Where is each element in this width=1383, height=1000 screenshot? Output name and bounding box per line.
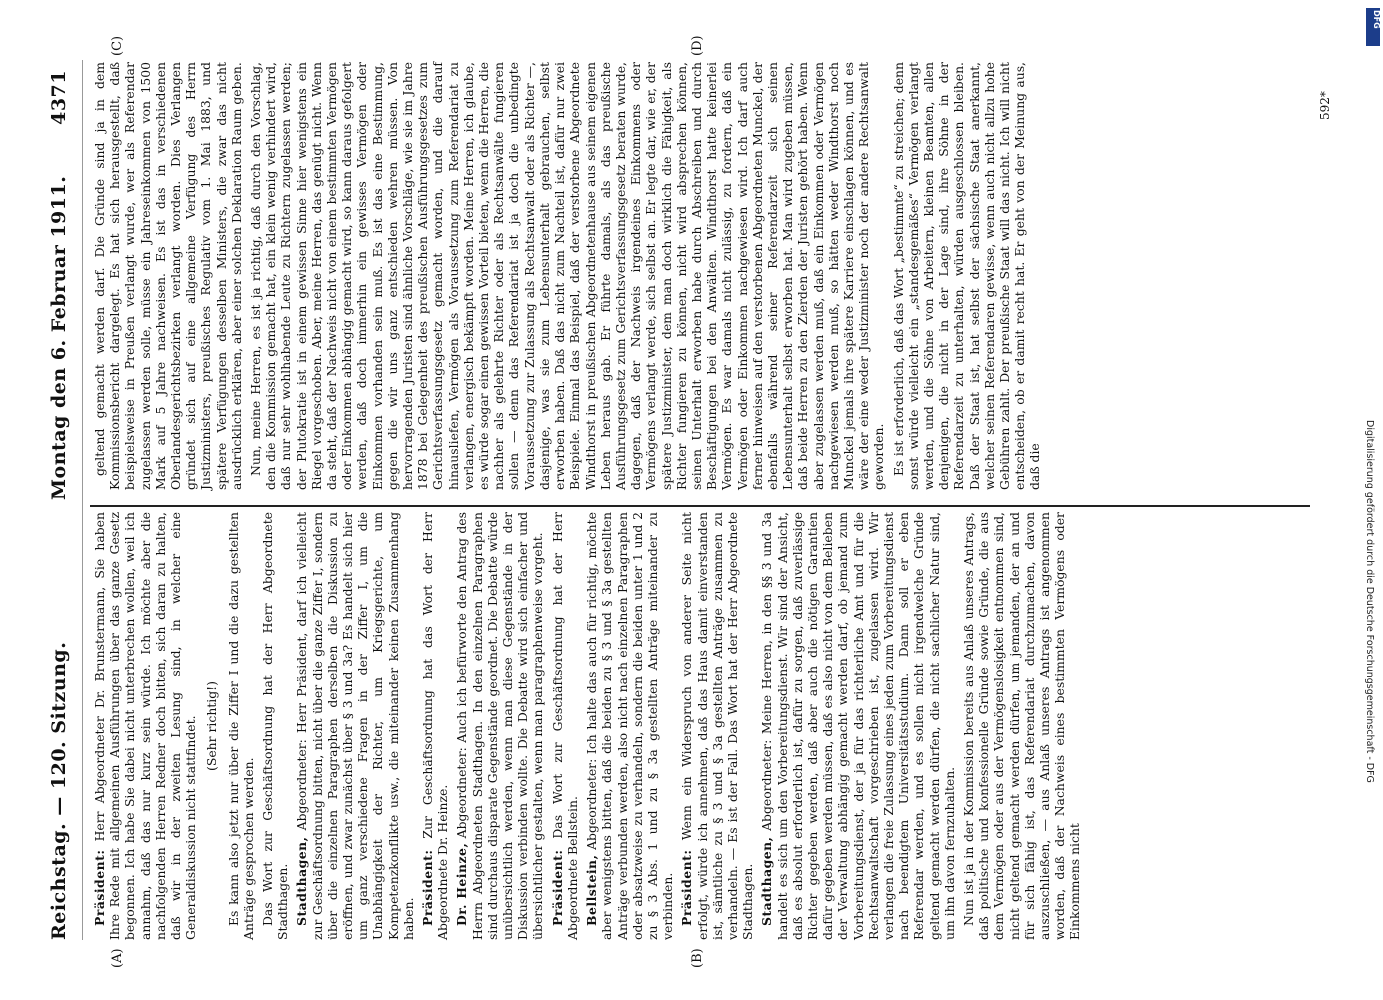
right-column [92,62,1047,490]
margin-mark-c: (C) [110,35,125,56]
paragraph-text: Das Wort zur Geschäftsordnung hat der Herr Abgeordnete Stadthagen. [260,512,291,940]
paragraph [961,512,1083,940]
speaker-name: Präsident: [679,849,695,926]
paragraph-text: Abgeordneter: Meine Herren, in den §§ 3 und 3a handelt es sich um den Vorbereitungsdienst. Wir sind der Ansicht, daß es absolut erforderlich ist, dafür zu sorgen, daß zuverlässige Richter gegeben werden, daß aber auch die nötigen Garantien dafür gegeben werden müssen, daß es also nicht von dem Belieben der Verwaltung abhängig gemacht werden darf, ob jemand zum Vorbereitungsdienst, der ja für das richterliche Amt und für die Rechtsanwaltschaft vorgeschrieben ist, zugelassen wird. Wir verlangen die freie Zulassung eines jeden zum Vorbereitungsdienst nach beendigtem Universitätsstudium. Dann soll er eben Referendar werden, und es sollen nicht irgendwelche Gründe geltend gemacht werden dürfen, die nicht sachlicher Natur sind, um ihn davon fernzuhalten. [759,512,957,940]
speaker-name: Präsident: [92,849,107,926]
margin-mark-a: (A) [110,948,125,968]
page-header [48,70,78,940]
speaker-name: Präsident: [549,849,565,926]
footer-page-mark: 592* [1318,91,1332,120]
speaker-name: Stadthagen, [759,836,775,926]
paragraph-text: Abgeordneter: Auch ich befürworte den Antrag des Herrn Abgeordneten Stadthagen. In den einzelnen Paragraphen sind durchaus disparate Gegenstände geordnet. Die Debatte würde unübersichtlich werden, wenn man diese Gegenstände in der Diskussion verbinden wollte. Die Debatte wird sich einfacher und übersichtlicher gestalten, wenn man paragraphenweise vorgeht. [454,512,546,940]
paragraph-text: Abgeordneter: Herr Präsident, darf ich vielleicht zur Geschäftsordnung bitten, nicht über die ganze Ziffer I, sondern über die einzelnen Paragraphen derselben die Diskussion zu eröffnen, und zwar zunächst über § 3 und 3a? Es handelt sich hier um ganz verschiedene Fragen in der Ziffer I, um die Unabhängigkeit der Richter, um Kriegsgerichte, um Kompetenzkonflikte usw., die miteinander keinen Zusammenhang haben. [294,512,416,940]
paragraph [550,512,580,940]
header-rule [82,60,83,940]
margin-mark-d: (D) [690,35,705,56]
paragraph [420,512,450,940]
paragraph-text: Es ist erforderlich, daß das Wort „bestimmte“ zu streichen; denn sonst würde vielleicht ein „standesgemäßes“ Vermögen verlangt werden, und die Söhne von Arbeitern, kleinen Beamten, allen denjenigen, die nicht in der Lage sind, ihre Söhne in der Referendarzeit zu unterhalten, würden ausgeschlossen bleiben. Daß der Staat ist, hat selbst der sächsische Staat anerkannt, welcher seinen Referendaren gewisse, wenn auch nicht allzu hohe Gebühren zahlt. Der preußische Staat will das nicht. Ich will nicht entscheiden, ob er damit recht hat. Er geht von der Meinung aus, daß die [890,62,1043,490]
paragraph-text: Wenn ein Widerspruch von anderer Seite nicht erfolgt, würde ich annehmen, daß das Haus damit einverstanden ist, sämtliche zu § 3 und § 3a gestellten Anträge zusammen zu verhandeln. — Es ist der Fall. Das Wort hat der Herr Abgeordnete Stadthagen. [679,512,756,940]
paragraph [92,512,198,940]
header-page-number: 4371 [48,70,70,125]
paragraph [92,62,244,490]
paragraph [294,512,416,940]
header-session: Reichstag. — 120. Sitzung. [48,641,70,940]
speaker-name: Stadthagen, [294,836,310,926]
interjection: (Sehr richtig!) [204,681,220,771]
speaker-name: Präsident: [420,849,436,926]
paragraph [891,62,1043,490]
margin-mark-b: (B) [690,948,705,968]
paragraph-text: Nun, meine Herren, es ist ja richtig, daß durch den Vorschlag, den die Kommission gemacht hat, ein klein wenig verhindert wird, daß nur sehr wohlhabende Leute zu Richtern zugelassen werden; der Plutokratie ist in einem gewissen Sinne hier wenigstens ein Riegel vorgeschoben. Aber, meine Herren, das genügt nicht. Wenn da steht, daß der Nachweis nicht von einem bestimmten Vermögen oder Einkommen abhängig gemacht wird, so kann daraus gefolgert werden, daß doch immerhin ein gewisses Vermögen oder Einkommen vorhanden sein muß. Es ist das eine Bestimmung, gegen die wir uns ganz entschieden wehren müssen. Von hervorragenden Juristen sind ähnliche Vorschläge, wie sie im Jahre 1878 bei Gelegenheit des preußischen Ausführungsgesetzes zum Gerichtsverfassungsgesetz gemacht worden, und die darauf hinausliefen, Vermögen als Voraussetzung zum Referendariat zu verlangen, energisch bekämpft worden. Meine Herren, ich glaube, es würde sogar einen gewissen Vorteil bieten, wenn die Herren, die nachher als gelehrte Richter oder als Rechtsanwälte fungieren sollen — denn das Referendariat ist ja doch die unbedingte Voraussetzung zur Zulassung als Rechtsanwalt oder als Richter —, dasjenige, was sie zum Lebensunterhalt gebrauchen, selbst erworben haben. Daß das nicht zum Nachteil ist, dafür nur zwei Beispiele. Einmal das Beispiel, daß der verstorbene Abgeordnete Windthorst in preußischen Abgeordnetenhause aus seinem eigenen Leben heraus gab. Er führte damals, als das preußische Ausführungsgesetz zum Gerichtsverfassungsgesetz beraten wurde, dagegen, daß der Nachweis irgendeines Einkommens oder Vermögens verlangt werde, sich selbst an. Er legte dar, wie er, der spätere Justizminister, dem man doch wirklich die Fähigkeit, als Richter fungieren zu können, nicht wird absprechen können, seinen Unterhalt erworben habe durch Abschreiben und durch Beschäftigungen bei den Anwälten. Windthorst hatte keinerlei Vermögen. Es war damals nicht zulässig, zu fordern, daß ein Vermögen oder Einkommen nachgewiesen wird. Ich darf auch ferner hinweisen auf den verstorbenen Abgeordneten Munckel, der ebenfalls während seiner Referendarzeit sich seinen Lebensunterhalt selbst erworben hat. Man wird zugeben müssen, daß beide Herren zu den Zierden der Juristen gehört haben. Wenn aber zugelassen werden muß, daß ein Einkommen oder Vermögen nachgewiesen werden muß, so hätten weder Windthorst noch Munckel jemals ihre spätere Karriere einschlagen können, und es wäre der eine weder Justizminister noch der andere Rechtsanwalt geworden. [248,62,887,490]
paragraph [226,512,256,940]
paragraph [759,512,957,940]
paragraph-text: Zur Geschäftsordnung hat das Wort der Herr Abgeordnete Dr. Heinze. [420,512,451,940]
dfg-logo [1366,8,1380,46]
speaker-name: Dr. Heinze, [454,842,470,926]
paragraph [454,512,545,940]
column-divider [90,505,1310,507]
paragraph-text: Abgeordneter: Ich halte das auch für richtig, möchte aber wenigstens bitten, daß die beiden zu § 3 und § 3a gestellten Anträge verbunden werden, also nicht nach einzelnen Paragraphen oder absatzweise zu verhandeln, sondern die beiden unter 1 und 2 zu § 3 Abs. 1 und zu § 3a gestellten Anträge miteinander zu verbinden. [584,512,676,940]
left-column [92,512,1087,940]
digitization-note: Digitalisierung gefördert durch die Deutsche Forschungsgemeinschaft - DFG [1364,420,1375,783]
speaker-name: Bellstein, [584,854,600,926]
paragraph-text: Herr Abgeordneter Dr. Brunstermann, Sie haben Ihre Rede mit allgemeinen Ausführungen über das ganze Gesetz begonnen. Ich habe Sie dabei nicht unterbrechen wollen, weil ich annahm, daß das nur kurz sein würde. Ich möchte aber die nachfolgenden Herren Redner doch bitten, sich daran zu halten, daß wir in der zweiten Lesung sind, in welcher eine Generaldiskussion nicht stattfindet. [92,512,199,940]
paragraph-text: geltend gemacht werden darf. Die Gründe sind ja in dem Kommissionsbericht dargelegt. Es hat sich herausgestellt, daß beispielsweise in Preußen verlangt wurde, wer als Referendar zugelassen werden solle, müsse ein Jahreseinkommen von 1500 Mark auf 5 Jahre nachweisen. Es ist das in verschiedenen Oberlandesgerichtsbezirken verlangt worden. Dies Verlangen gründet sich auf eine allgemeine Verfügung des Herrn Justizministers, preußisches Regulativ vom 1. Mai 1883, und spätere Verfügungen desselben Ministers, die zwar das nicht ausdrücklich erklären, aber einer solchen Deklaration Raum geben. [92,62,244,490]
dfg-logo-text: DFG [1372,10,1381,29]
paragraph [584,512,675,940]
paragraph-text: Es kann also jetzt nur über die Ziffer I und die dazu gestellten Anträge gesprochen werden. [225,512,256,940]
paragraph [260,512,290,940]
paragraph-text: Nun ist ja in der Kommission bereits aus Anlaß unseres Antrags, daß politische und konfessionelle Gründe sowie Gründe, die aus dem Vermögen oder aus der Vermögenslosigkeit entnommen sind, nicht geltend gemacht werden dürfen, um jemanden, der an und für sich fähig ist, das Referendariat durchzumachen, davon auszuschließen, — aus Anlaß unseres Antrags ist angenommen worden, daß der Nachweis eines bestimmten Vermögens oder Einkommens nicht [960,512,1083,940]
paragraph [248,62,887,490]
header-date: Montag den 6. Februar 1911. [48,175,70,500]
paragraph-text: Das Wort zur Geschäftsordnung hat der Herr Abgeordnete Bellstein. [549,512,580,940]
paragraph [679,512,755,940]
